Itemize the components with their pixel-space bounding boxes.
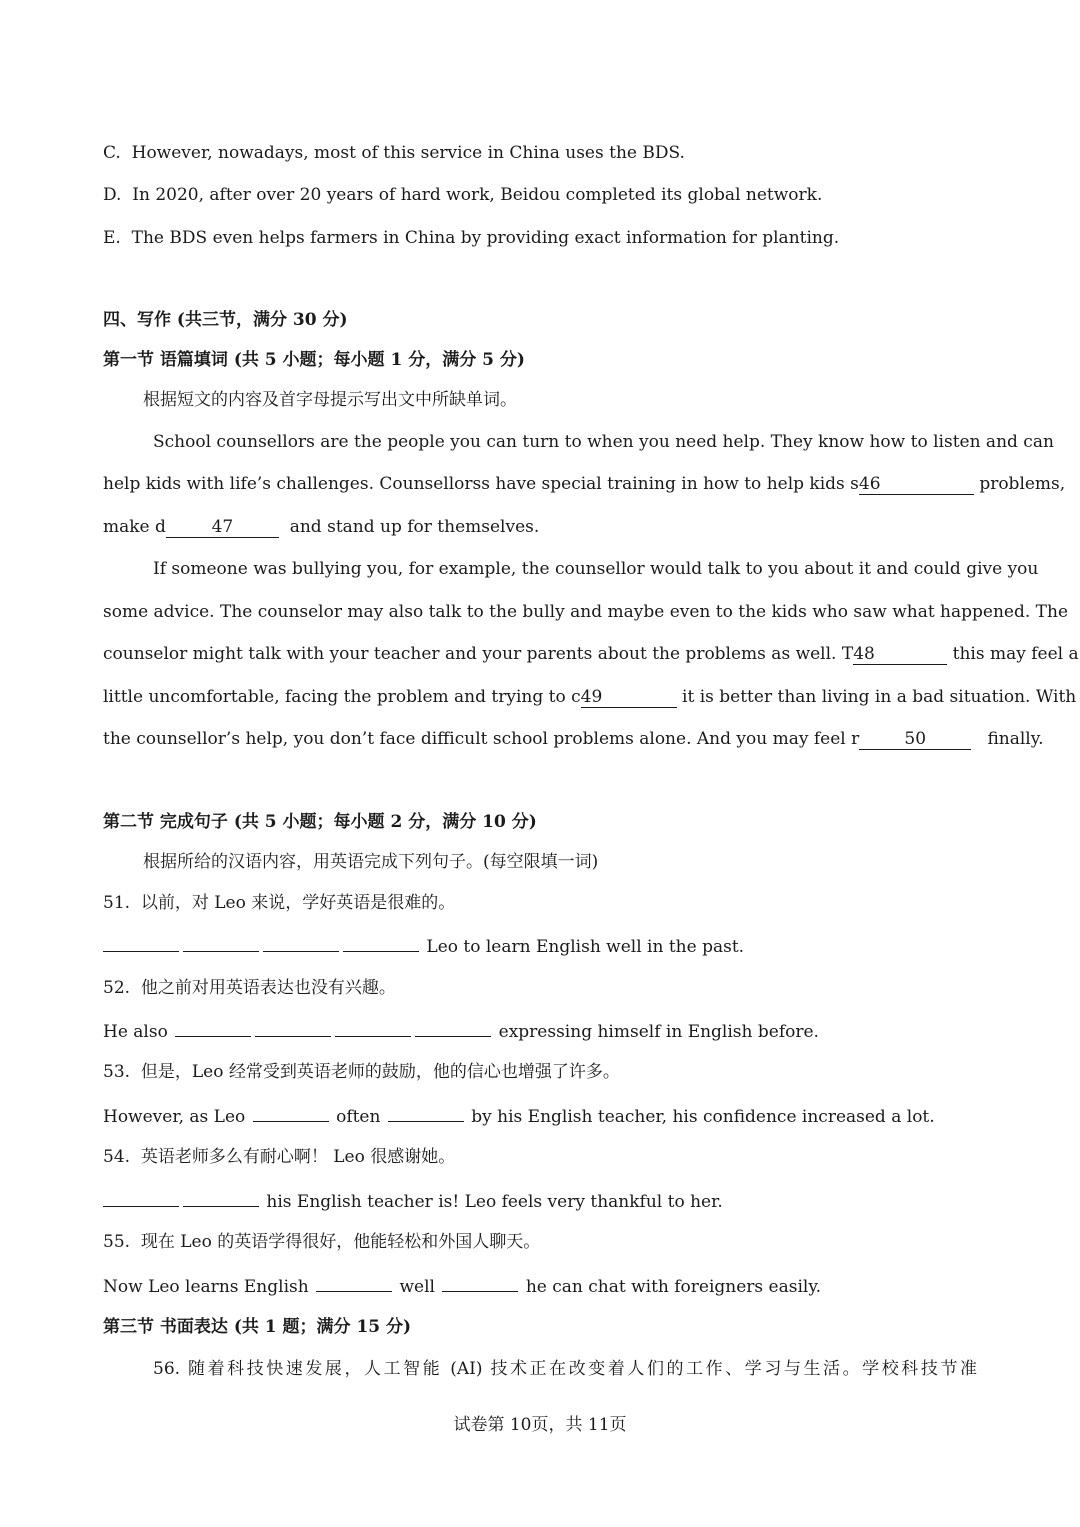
option-c bbox=[103, 141, 977, 165]
text-run: Now Leo learns English bbox=[103, 1277, 309, 1297]
text-run: counselor might talk with your teacher and your parents about the problems as well. T bbox=[103, 644, 854, 664]
question-number: 52. bbox=[103, 978, 131, 998]
option-d bbox=[103, 183, 977, 207]
page-footer: 试卷第 10页，共 11页 bbox=[453, 1415, 627, 1435]
text-run: often bbox=[336, 1107, 381, 1127]
answer-blank[interactable] bbox=[255, 1018, 331, 1037]
part4-title: 四、写作 (共三节，满分 30 分) bbox=[103, 310, 348, 330]
passage-p1-line1: School counsellors are the people you can turn to when you need help. They know how to listen and can bbox=[153, 432, 1054, 452]
option-letter: C. bbox=[103, 143, 121, 163]
q56-text: 56. 随着科技快速发展，人工智能 (AI) 技术正在改变着人们的工作、学习与生活。学校科技节准 bbox=[153, 1359, 977, 1379]
text-run: by his English teacher, his confidence increased a lot. bbox=[471, 1107, 935, 1127]
q52-prompt bbox=[103, 976, 977, 1000]
q53-answer-line bbox=[103, 1103, 977, 1129]
text-run: problems, bbox=[979, 474, 1066, 494]
option-text: However, nowadays, most of this service in China uses the BDS. bbox=[131, 143, 685, 163]
text-run: However, as Leo bbox=[103, 1107, 246, 1127]
passage-p2-line1: If someone was bullying you, for example, the counsellor would talk to you about it and could give you bbox=[153, 559, 1039, 579]
answer-blank[interactable] bbox=[335, 1018, 411, 1037]
q52-answer-line bbox=[103, 1018, 977, 1044]
option-letter: D. bbox=[103, 185, 122, 205]
answer-blank[interactable] bbox=[388, 1103, 464, 1122]
passage-p1-line2 bbox=[103, 472, 1066, 496]
passage-p2-line4 bbox=[103, 685, 1077, 709]
passage-p2-line2: some advice. The counselor may also talk to the bully and maybe even to the kids who saw what happened. The bbox=[103, 602, 1069, 622]
section1-title: 第一节 语篇填词 (共 5 小题；每小题 1 分，满分 5 分) bbox=[103, 350, 525, 370]
text-run: this may feel a bbox=[952, 644, 1079, 664]
passage-p1-line3 bbox=[103, 515, 977, 539]
text-run: make d bbox=[103, 517, 166, 537]
question-number: 51. bbox=[103, 893, 131, 913]
blank-50[interactable]: 50 bbox=[859, 729, 971, 750]
q53-prompt bbox=[103, 1060, 977, 1084]
text-run: his English teacher is! Leo feels very thankful to her. bbox=[266, 1192, 723, 1212]
answer-blank[interactable] bbox=[415, 1018, 491, 1037]
answer-blank[interactable] bbox=[442, 1273, 518, 1292]
answer-blank[interactable] bbox=[316, 1273, 392, 1292]
text-run: well bbox=[399, 1277, 435, 1297]
question-chinese: 英语老师多么有耐心啊！ Leo 很感谢她。 bbox=[140, 1147, 456, 1167]
text-run: he can chat with foreigners easily. bbox=[525, 1277, 822, 1297]
section2-instruction: 根据所给的汉语内容，用英语完成下列句子。(每空限填一词) bbox=[143, 852, 599, 872]
text-run: He also bbox=[103, 1022, 168, 1042]
passage-p2-line5 bbox=[103, 727, 1044, 751]
section1-instruction: 根据短文的内容及首字母提示写出文中所缺单词。 bbox=[143, 390, 517, 410]
passage-p2-line3 bbox=[103, 642, 1079, 666]
blank-49[interactable]: 49 bbox=[581, 687, 677, 708]
q54-prompt bbox=[103, 1145, 977, 1169]
text-run: Leo to learn English well in the past. bbox=[426, 937, 745, 957]
answer-blank[interactable] bbox=[103, 933, 179, 952]
text-run: finally. bbox=[987, 729, 1044, 749]
q54-answer-line bbox=[103, 1188, 977, 1214]
answer-blank[interactable] bbox=[253, 1103, 329, 1122]
blank-46[interactable]: 46 bbox=[859, 474, 974, 495]
section3-title: 第三节 书面表达 (共 1 题；满分 15 分) bbox=[103, 1317, 412, 1337]
question-chinese: 但是，Leo 经常受到英语老师的鼓励，他的信心也增强了许多。 bbox=[140, 1062, 620, 1082]
q51-answer-line bbox=[103, 933, 977, 959]
answer-blank[interactable] bbox=[175, 1018, 251, 1037]
question-chinese: 以前，对 Leo 来说，学好英语是很难的。 bbox=[140, 893, 456, 913]
question-chinese: 现在 Leo 的英语学得很好，他能轻松和外国人聊天。 bbox=[140, 1232, 541, 1252]
answer-blank[interactable] bbox=[343, 933, 419, 952]
q51-prompt bbox=[103, 891, 977, 915]
option-text: In 2020, after over 20 years of hard work, Beidou completed its global network. bbox=[132, 185, 823, 205]
text-run: expressing himself in English before. bbox=[498, 1022, 819, 1042]
option-e bbox=[103, 226, 977, 250]
answer-blank[interactable] bbox=[183, 933, 259, 952]
question-number: 54. bbox=[103, 1147, 131, 1167]
q55-prompt bbox=[103, 1230, 977, 1254]
q55-answer-line bbox=[103, 1273, 977, 1299]
question-number: 55. bbox=[103, 1232, 131, 1252]
section2-title: 第二节 完成句子 (共 5 小题；每小题 2 分，满分 10 分) bbox=[103, 812, 537, 832]
text-run: it is better than living in a bad situation. With bbox=[682, 687, 1077, 707]
answer-blank[interactable] bbox=[183, 1188, 259, 1207]
blank-48[interactable]: 48 bbox=[853, 644, 947, 665]
answer-blank[interactable] bbox=[103, 1188, 179, 1207]
text-run: the counsellor’s help, you don’t face difficult school problems alone. And you may feel r bbox=[103, 729, 860, 749]
answer-blank[interactable] bbox=[263, 933, 339, 952]
option-text: The BDS even helps farmers in China by providing exact information for planting. bbox=[131, 228, 840, 248]
question-number: 53. bbox=[103, 1062, 131, 1082]
blank-47[interactable]: 47 bbox=[166, 517, 279, 538]
text-run: help kids with life’s challenges. Counsellorss have special training in how to help kids s bbox=[103, 474, 859, 494]
option-letter: E. bbox=[103, 228, 121, 248]
question-chinese: 他之前对用英语表达也没有兴趣。 bbox=[140, 978, 396, 998]
text-run: little uncomfortable, facing the problem and trying to c bbox=[103, 687, 581, 707]
text-run: and stand up for themselves. bbox=[289, 517, 540, 537]
